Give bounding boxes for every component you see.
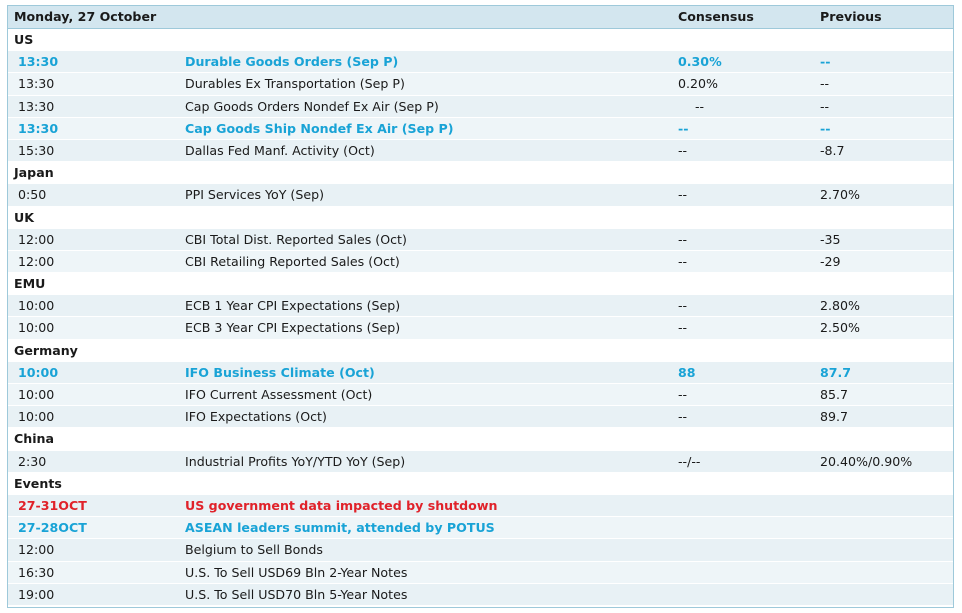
date-heading: Monday, 27 October bbox=[14, 9, 157, 24]
time-cell: 16:30 bbox=[18, 564, 55, 580]
previous-column-header: Previous bbox=[820, 9, 882, 24]
region-row-us bbox=[7, 29, 954, 51]
consensus-cell: -- bbox=[678, 187, 688, 203]
event-cell: U.S. To Sell USD69 Bln 2-Year Notes bbox=[185, 564, 408, 580]
event-cell: Cap Goods Orders Nondef Ex Air (Sep P) bbox=[185, 98, 439, 114]
event-cell: PPI Services YoY (Sep) bbox=[185, 187, 324, 203]
region-label: Germany bbox=[14, 342, 78, 358]
time-cell: 12:00 bbox=[18, 542, 55, 558]
time-cell: 12:00 bbox=[18, 253, 55, 269]
event-cell: U.S. To Sell USD70 Bln 5-Year Notes bbox=[185, 586, 408, 602]
region-label: Events bbox=[14, 475, 62, 491]
region-row-china bbox=[7, 428, 954, 450]
table-row bbox=[7, 562, 954, 584]
event-cell: IFO Expectations (Oct) bbox=[185, 409, 327, 425]
previous-cell: -- bbox=[820, 120, 831, 136]
time-cell: 13:30 bbox=[18, 54, 59, 70]
consensus-cell: -- bbox=[695, 98, 705, 114]
event-cell: US government data impacted by shutdown bbox=[185, 497, 498, 513]
event-cell: IFO Current Assessment (Oct) bbox=[185, 387, 373, 402]
previous-cell: -- bbox=[820, 98, 830, 114]
table-row bbox=[7, 317, 954, 339]
consensus-cell: 88 bbox=[678, 364, 696, 380]
event-cell: Industrial Profits YoY/YTD YoY (Sep) bbox=[185, 453, 406, 469]
previous-cell: -8.7 bbox=[820, 142, 845, 158]
consensus-column-header: Consensus bbox=[678, 9, 754, 24]
table-row bbox=[7, 184, 954, 206]
previous-cell: 2.80% bbox=[820, 298, 861, 314]
time-cell: 0:50 bbox=[18, 187, 47, 203]
event-cell: CBI Retailing Reported Sales (Oct) bbox=[185, 253, 400, 269]
consensus-cell: -- bbox=[678, 409, 688, 425]
table-row bbox=[7, 406, 954, 428]
time-cell: 10:00 bbox=[18, 409, 55, 425]
region-row-events bbox=[7, 473, 954, 495]
event-cell: Durables Ex Transportation (Sep P) bbox=[185, 76, 405, 92]
table-header bbox=[7, 5, 954, 29]
table-row bbox=[7, 251, 954, 273]
time-cell: 10:00 bbox=[18, 364, 59, 380]
previous-cell: 2.50% bbox=[820, 320, 861, 336]
event-cell: IFO Business Climate (Oct) bbox=[185, 364, 375, 380]
event-cell: Dallas Fed Manf. Activity (Oct) bbox=[185, 142, 375, 158]
table-row bbox=[7, 96, 954, 118]
table-row bbox=[7, 384, 954, 406]
region-label: China bbox=[14, 431, 54, 447]
consensus-cell: -- bbox=[678, 142, 688, 158]
previous-cell: -35 bbox=[820, 231, 841, 247]
consensus-cell: -- bbox=[678, 387, 688, 402]
region-label: UK bbox=[14, 209, 34, 225]
time-cell: 10:00 bbox=[18, 298, 55, 314]
region-row-germany bbox=[7, 340, 954, 362]
consensus-cell: -- bbox=[678, 253, 688, 269]
consensus-cell: --/-- bbox=[678, 453, 701, 469]
event-cell: Cap Goods Ship Nondef Ex Air (Sep P) bbox=[185, 120, 454, 136]
consensus-cell: 0.30% bbox=[678, 54, 722, 70]
consensus-cell: -- bbox=[678, 120, 689, 136]
previous-cell: -29 bbox=[820, 253, 841, 269]
event-cell: ASEAN leaders summit, attended by POTUS bbox=[185, 520, 495, 536]
event-cell: Durable Goods Orders (Sep P) bbox=[185, 54, 399, 70]
region-label: US bbox=[14, 32, 34, 47]
time-cell: 13:30 bbox=[18, 98, 55, 114]
previous-cell: 2.70% bbox=[820, 187, 861, 203]
table-row bbox=[7, 118, 954, 140]
economic-calendar-table bbox=[7, 5, 954, 606]
table-row bbox=[7, 539, 954, 561]
table-row bbox=[7, 584, 954, 606]
previous-cell: 89.7 bbox=[820, 409, 849, 425]
previous-cell: -- bbox=[820, 76, 830, 92]
region-label: EMU bbox=[14, 276, 46, 292]
event-cell: CBI Total Dist. Reported Sales (Oct) bbox=[185, 231, 407, 247]
time-cell: 10:00 bbox=[18, 387, 55, 402]
table-row bbox=[7, 51, 954, 73]
time-cell: 13:30 bbox=[18, 76, 55, 92]
time-cell: 15:30 bbox=[18, 142, 55, 158]
consensus-cell: -- bbox=[678, 231, 688, 247]
time-cell: 12:00 bbox=[18, 231, 55, 247]
table-row bbox=[7, 229, 954, 251]
previous-cell: -- bbox=[820, 54, 831, 70]
time-cell: 13:30 bbox=[18, 120, 59, 136]
region-label: Japan bbox=[14, 165, 54, 181]
time-cell: 27-28OCT bbox=[18, 520, 87, 536]
consensus-cell: 0.20% bbox=[678, 76, 719, 92]
time-cell: 10:00 bbox=[18, 320, 55, 336]
region-row-emu bbox=[7, 273, 954, 295]
table-row bbox=[7, 362, 954, 384]
table-row bbox=[7, 73, 954, 95]
consensus-cell: -- bbox=[678, 298, 688, 314]
table-row bbox=[7, 451, 954, 473]
consensus-cell: -- bbox=[678, 320, 688, 336]
previous-cell: 85.7 bbox=[820, 387, 849, 402]
region-row-japan bbox=[7, 162, 954, 184]
table-row bbox=[7, 517, 954, 539]
time-cell: 27-31OCT bbox=[18, 497, 87, 513]
event-cell: ECB 1 Year CPI Expectations (Sep) bbox=[185, 298, 401, 314]
table-row bbox=[7, 140, 954, 162]
table-row bbox=[7, 295, 954, 317]
previous-cell: 87.7 bbox=[820, 364, 852, 380]
previous-cell: 20.40%/0.90% bbox=[820, 453, 913, 469]
time-cell: 19:00 bbox=[18, 586, 55, 602]
event-cell: Belgium to Sell Bonds bbox=[185, 542, 323, 558]
event-cell: ECB 3 Year CPI Expectations (Sep) bbox=[185, 320, 401, 336]
region-row-uk bbox=[7, 207, 954, 229]
table-row bbox=[7, 495, 954, 517]
time-cell: 2:30 bbox=[18, 453, 47, 469]
